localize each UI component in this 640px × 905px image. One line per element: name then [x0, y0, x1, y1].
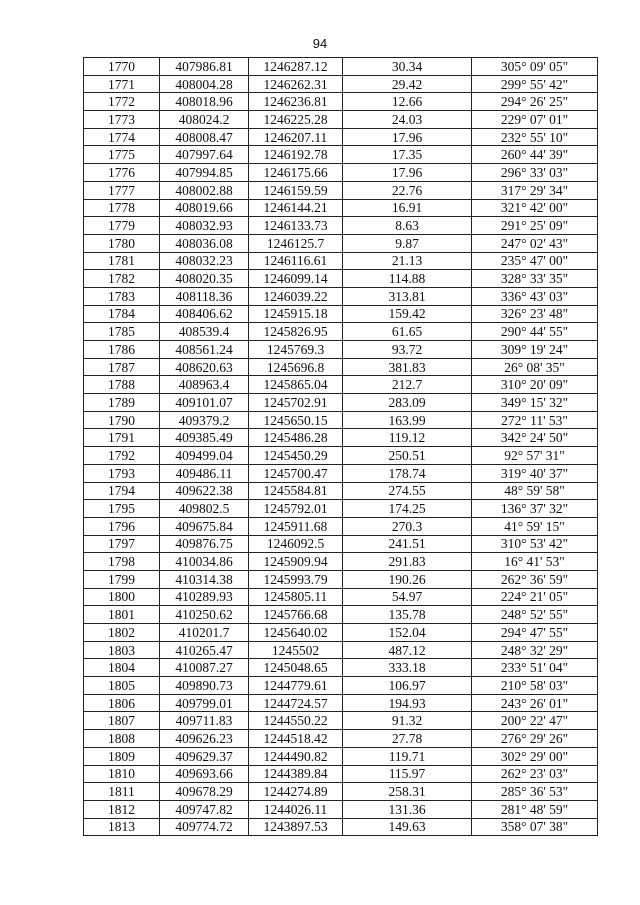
table-row [84, 270, 598, 288]
distance-cell: 333.18 [343, 659, 472, 677]
bearing-cell: 262° 23' 03" [472, 765, 598, 783]
table-row [84, 517, 598, 535]
bearing-cell: 200° 22' 47" [472, 712, 598, 730]
bearing-cell: 262° 36' 59" [472, 570, 598, 588]
distance-cell: 17.96 [343, 128, 472, 146]
y-coordinate-cell: 1244490.82 [249, 747, 343, 765]
y-coordinate-cell: 1245909.94 [249, 553, 343, 571]
table-row [84, 694, 598, 712]
point-number-cell: 1779 [84, 217, 160, 235]
distance-cell: 29.42 [343, 75, 472, 93]
distance-cell: 91.32 [343, 712, 472, 730]
x-coordinate-cell: 409890.73 [160, 677, 249, 695]
distance-cell: 27.78 [343, 730, 472, 748]
bearing-cell: 247° 02' 43" [472, 234, 598, 252]
x-coordinate-cell: 408002.88 [160, 181, 249, 199]
point-number-cell: 1797 [84, 535, 160, 553]
bearing-cell: 349° 15' 32" [472, 394, 598, 412]
table-row [84, 535, 598, 553]
x-coordinate-cell: 408004.28 [160, 75, 249, 93]
table-row [84, 252, 598, 270]
bearing-cell: 310° 53' 42" [472, 535, 598, 553]
x-coordinate-cell: 408032.23 [160, 252, 249, 270]
table-row [84, 783, 598, 801]
y-coordinate-cell: 1246099.14 [249, 270, 343, 288]
distance-cell: 93.72 [343, 341, 472, 359]
table-row [84, 464, 598, 482]
distance-cell: 17.35 [343, 146, 472, 164]
y-coordinate-cell: 1245702.91 [249, 394, 343, 412]
point-number-cell: 1792 [84, 447, 160, 465]
table-row [84, 341, 598, 359]
bearing-cell: 319° 40' 37" [472, 464, 598, 482]
x-coordinate-cell: 409385.49 [160, 429, 249, 447]
y-coordinate-cell: 1245769.3 [249, 341, 343, 359]
x-coordinate-cell: 409774.72 [160, 818, 249, 836]
x-coordinate-cell: 408024.2 [160, 111, 249, 129]
bearing-cell: 342° 24' 50" [472, 429, 598, 447]
bearing-cell: 16° 41' 53" [472, 553, 598, 571]
table-row [84, 800, 598, 818]
y-coordinate-cell: 1245993.79 [249, 570, 343, 588]
y-coordinate-cell: 1246225.28 [249, 111, 343, 129]
coordinates-table [83, 57, 598, 836]
distance-cell: 9.87 [343, 234, 472, 252]
distance-cell: 17.96 [343, 164, 472, 182]
table-row [84, 164, 598, 182]
table-row [84, 570, 598, 588]
distance-cell: 131.36 [343, 800, 472, 818]
y-coordinate-cell: 1245450.29 [249, 447, 343, 465]
x-coordinate-cell: 409101.07 [160, 394, 249, 412]
x-coordinate-cell: 409876.75 [160, 535, 249, 553]
table-row [84, 199, 598, 217]
y-coordinate-cell: 1245766.68 [249, 606, 343, 624]
y-coordinate-cell: 1244518.42 [249, 730, 343, 748]
table-row [84, 358, 598, 376]
y-coordinate-cell: 1246175.66 [249, 164, 343, 182]
distance-cell: 22.76 [343, 181, 472, 199]
bearing-cell: 224° 21' 05" [472, 588, 598, 606]
point-number-cell: 1791 [84, 429, 160, 447]
table-row [84, 287, 598, 305]
table-row [84, 747, 598, 765]
bearing-cell: 328° 33' 35" [472, 270, 598, 288]
bearing-cell: 299° 55' 42" [472, 75, 598, 93]
bearing-cell: 260° 44' 39" [472, 146, 598, 164]
table-row [84, 376, 598, 394]
bearing-cell: 305° 09' 05" [472, 58, 598, 76]
y-coordinate-cell: 1246133.73 [249, 217, 343, 235]
x-coordinate-cell: 408561.24 [160, 341, 249, 359]
distance-cell: 135.78 [343, 606, 472, 624]
table-row [84, 75, 598, 93]
table-row [84, 93, 598, 111]
table-row [84, 712, 598, 730]
y-coordinate-cell: 1244779.61 [249, 677, 343, 695]
point-number-cell: 1789 [84, 394, 160, 412]
table-row [84, 482, 598, 500]
distance-cell: 61.65 [343, 323, 472, 341]
table-row [84, 146, 598, 164]
distance-cell: 149.63 [343, 818, 472, 836]
table-row [84, 500, 598, 518]
table-row [84, 128, 598, 146]
y-coordinate-cell: 1246144.21 [249, 199, 343, 217]
point-number-cell: 1793 [84, 464, 160, 482]
point-number-cell: 1813 [84, 818, 160, 836]
distance-cell: 274.55 [343, 482, 472, 500]
point-number-cell: 1807 [84, 712, 160, 730]
distance-cell: 190.26 [343, 570, 472, 588]
y-coordinate-cell: 1245915.18 [249, 305, 343, 323]
point-number-cell: 1771 [84, 75, 160, 93]
table-row [84, 677, 598, 695]
point-number-cell: 1778 [84, 199, 160, 217]
table-row [84, 606, 598, 624]
bearing-cell: 272° 11' 53" [472, 411, 598, 429]
y-coordinate-cell: 1245700.47 [249, 464, 343, 482]
bearing-cell: 358° 07' 38" [472, 818, 598, 836]
y-coordinate-cell: 1245911.68 [249, 517, 343, 535]
bearing-cell: 26° 08' 35" [472, 358, 598, 376]
bearing-cell: 291° 25' 09" [472, 217, 598, 235]
bearing-cell: 296° 33' 03" [472, 164, 598, 182]
y-coordinate-cell: 1246287.12 [249, 58, 343, 76]
y-coordinate-cell: 1244724.57 [249, 694, 343, 712]
point-number-cell: 1777 [84, 181, 160, 199]
point-number-cell: 1773 [84, 111, 160, 129]
y-coordinate-cell: 1246262.31 [249, 75, 343, 93]
table-row [84, 323, 598, 341]
y-coordinate-cell: 1245792.01 [249, 500, 343, 518]
x-coordinate-cell: 409693.66 [160, 765, 249, 783]
point-number-cell: 1800 [84, 588, 160, 606]
x-coordinate-cell: 409379.2 [160, 411, 249, 429]
point-number-cell: 1794 [84, 482, 160, 500]
bearing-cell: 294° 26' 25" [472, 93, 598, 111]
point-number-cell: 1772 [84, 93, 160, 111]
table-row [84, 111, 598, 129]
y-coordinate-cell: 1245640.02 [249, 624, 343, 642]
table-row [84, 305, 598, 323]
point-number-cell: 1780 [84, 234, 160, 252]
table-row [84, 394, 598, 412]
distance-cell: 313.81 [343, 287, 472, 305]
y-coordinate-cell: 1243897.53 [249, 818, 343, 836]
x-coordinate-cell: 409799.01 [160, 694, 249, 712]
y-coordinate-cell: 1245696.8 [249, 358, 343, 376]
x-coordinate-cell: 410289.93 [160, 588, 249, 606]
table-row [84, 217, 598, 235]
y-coordinate-cell: 1246192.78 [249, 146, 343, 164]
bearing-cell: 136° 37' 32" [472, 500, 598, 518]
point-number-cell: 1809 [84, 747, 160, 765]
x-coordinate-cell: 408008.47 [160, 128, 249, 146]
point-number-cell: 1806 [84, 694, 160, 712]
distance-cell: 21.13 [343, 252, 472, 270]
distance-cell: 270.3 [343, 517, 472, 535]
point-number-cell: 1790 [84, 411, 160, 429]
bearing-cell: 302° 29' 00" [472, 747, 598, 765]
table-row [84, 553, 598, 571]
x-coordinate-cell: 408539.4 [160, 323, 249, 341]
table-row [84, 58, 598, 76]
x-coordinate-cell: 408406.62 [160, 305, 249, 323]
x-coordinate-cell: 409499.04 [160, 447, 249, 465]
x-coordinate-cell: 410265.47 [160, 641, 249, 659]
point-number-cell: 1774 [84, 128, 160, 146]
distance-cell: 163.99 [343, 411, 472, 429]
point-number-cell: 1802 [84, 624, 160, 642]
point-number-cell: 1803 [84, 641, 160, 659]
y-coordinate-cell: 1245486.28 [249, 429, 343, 447]
x-coordinate-cell: 408620.63 [160, 358, 249, 376]
bearing-cell: 229° 07' 01" [472, 111, 598, 129]
point-number-cell: 1804 [84, 659, 160, 677]
y-coordinate-cell: 1245048.65 [249, 659, 343, 677]
point-number-cell: 1785 [84, 323, 160, 341]
distance-cell: 152.04 [343, 624, 472, 642]
x-coordinate-cell: 408963.4 [160, 376, 249, 394]
page-number: 94 [312, 36, 328, 51]
y-coordinate-cell: 1244389.84 [249, 765, 343, 783]
x-coordinate-cell: 408118.36 [160, 287, 249, 305]
x-coordinate-cell: 410314.38 [160, 570, 249, 588]
x-coordinate-cell: 408018.96 [160, 93, 249, 111]
coordinates-table-body [84, 58, 598, 836]
table-row [84, 659, 598, 677]
distance-cell: 30.34 [343, 58, 472, 76]
distance-cell: 119.12 [343, 429, 472, 447]
distance-cell: 24.03 [343, 111, 472, 129]
y-coordinate-cell: 1244274.89 [249, 783, 343, 801]
table-row [84, 447, 598, 465]
x-coordinate-cell: 408032.93 [160, 217, 249, 235]
point-number-cell: 1796 [84, 517, 160, 535]
distance-cell: 250.51 [343, 447, 472, 465]
bearing-cell: 235° 47' 00" [472, 252, 598, 270]
bearing-cell: 290° 44' 55" [472, 323, 598, 341]
table-row [84, 429, 598, 447]
point-number-cell: 1786 [84, 341, 160, 359]
point-number-cell: 1776 [84, 164, 160, 182]
point-number-cell: 1798 [84, 553, 160, 571]
table-row [84, 411, 598, 429]
distance-cell: 487.12 [343, 641, 472, 659]
bearing-cell: 317° 29' 34" [472, 181, 598, 199]
y-coordinate-cell: 1246125.7 [249, 234, 343, 252]
x-coordinate-cell: 409629.37 [160, 747, 249, 765]
y-coordinate-cell: 1246116.61 [249, 252, 343, 270]
point-number-cell: 1782 [84, 270, 160, 288]
point-number-cell: 1787 [84, 358, 160, 376]
y-coordinate-cell: 1245650.15 [249, 411, 343, 429]
bearing-cell: 248° 52' 55" [472, 606, 598, 624]
point-number-cell: 1775 [84, 146, 160, 164]
distance-cell: 8.63 [343, 217, 472, 235]
x-coordinate-cell: 409626.23 [160, 730, 249, 748]
point-number-cell: 1783 [84, 287, 160, 305]
table-row [84, 730, 598, 748]
x-coordinate-cell: 407986.81 [160, 58, 249, 76]
table-row [84, 765, 598, 783]
point-number-cell: 1801 [84, 606, 160, 624]
y-coordinate-cell: 1245805.11 [249, 588, 343, 606]
x-coordinate-cell: 409802.5 [160, 500, 249, 518]
distance-cell: 159.42 [343, 305, 472, 323]
y-coordinate-cell: 1245865.04 [249, 376, 343, 394]
x-coordinate-cell: 409486.11 [160, 464, 249, 482]
y-coordinate-cell: 1246159.59 [249, 181, 343, 199]
table-row [84, 588, 598, 606]
bearing-cell: 92° 57' 31" [472, 447, 598, 465]
distance-cell: 178.74 [343, 464, 472, 482]
point-number-cell: 1810 [84, 765, 160, 783]
point-number-cell: 1812 [84, 800, 160, 818]
x-coordinate-cell: 409622.38 [160, 482, 249, 500]
x-coordinate-cell: 408036.08 [160, 234, 249, 252]
x-coordinate-cell: 409675.84 [160, 517, 249, 535]
y-coordinate-cell: 1245502 [249, 641, 343, 659]
point-number-cell: 1808 [84, 730, 160, 748]
distance-cell: 115.97 [343, 765, 472, 783]
point-number-cell: 1805 [84, 677, 160, 695]
point-number-cell: 1770 [84, 58, 160, 76]
distance-cell: 106.97 [343, 677, 472, 695]
y-coordinate-cell: 1244026.11 [249, 800, 343, 818]
distance-cell: 212.7 [343, 376, 472, 394]
distance-cell: 283.09 [343, 394, 472, 412]
distance-cell: 241.51 [343, 535, 472, 553]
x-coordinate-cell: 409711.83 [160, 712, 249, 730]
y-coordinate-cell: 1246236.81 [249, 93, 343, 111]
bearing-cell: 310° 20' 09" [472, 376, 598, 394]
distance-cell: 54.97 [343, 588, 472, 606]
y-coordinate-cell: 1246092.5 [249, 535, 343, 553]
distance-cell: 119.71 [343, 747, 472, 765]
distance-cell: 291.83 [343, 553, 472, 571]
x-coordinate-cell: 407994.85 [160, 164, 249, 182]
x-coordinate-cell: 408020.35 [160, 270, 249, 288]
table-row [84, 818, 598, 836]
bearing-cell: 232° 55' 10" [472, 128, 598, 146]
table-row [84, 624, 598, 642]
x-coordinate-cell: 410250.62 [160, 606, 249, 624]
distance-cell: 12.66 [343, 93, 472, 111]
distance-cell: 16.91 [343, 199, 472, 217]
bearing-cell: 210° 58' 03" [472, 677, 598, 695]
y-coordinate-cell: 1246207.11 [249, 128, 343, 146]
bearing-cell: 281° 48' 59" [472, 800, 598, 818]
point-number-cell: 1781 [84, 252, 160, 270]
bearing-cell: 321° 42' 00" [472, 199, 598, 217]
x-coordinate-cell: 410034.86 [160, 553, 249, 571]
bearing-cell: 48° 59' 58" [472, 482, 598, 500]
x-coordinate-cell: 410087.27 [160, 659, 249, 677]
distance-cell: 258.31 [343, 783, 472, 801]
bearing-cell: 41° 59' 15" [472, 517, 598, 535]
bearing-cell: 336° 43' 03" [472, 287, 598, 305]
y-coordinate-cell: 1244550.22 [249, 712, 343, 730]
point-number-cell: 1788 [84, 376, 160, 394]
bearing-cell: 248° 32' 29" [472, 641, 598, 659]
bearing-cell: 243° 26' 01" [472, 694, 598, 712]
x-coordinate-cell: 408019.66 [160, 199, 249, 217]
point-number-cell: 1799 [84, 570, 160, 588]
bearing-cell: 285° 36' 53" [472, 783, 598, 801]
distance-cell: 114.88 [343, 270, 472, 288]
y-coordinate-cell: 1245584.81 [249, 482, 343, 500]
x-coordinate-cell: 409747.82 [160, 800, 249, 818]
bearing-cell: 309° 19' 24" [472, 341, 598, 359]
x-coordinate-cell: 409678.29 [160, 783, 249, 801]
point-number-cell: 1811 [84, 783, 160, 801]
bearing-cell: 276° 29' 26" [472, 730, 598, 748]
bearing-cell: 326° 23' 48" [472, 305, 598, 323]
point-number-cell: 1795 [84, 500, 160, 518]
x-coordinate-cell: 410201.7 [160, 624, 249, 642]
y-coordinate-cell: 1245826.95 [249, 323, 343, 341]
point-number-cell: 1784 [84, 305, 160, 323]
distance-cell: 194.93 [343, 694, 472, 712]
bearing-cell: 233° 51' 04" [472, 659, 598, 677]
x-coordinate-cell: 407997.64 [160, 146, 249, 164]
bearing-cell: 294° 47' 55" [472, 624, 598, 642]
y-coordinate-cell: 1246039.22 [249, 287, 343, 305]
distance-cell: 381.83 [343, 358, 472, 376]
table-row [84, 234, 598, 252]
table-row [84, 641, 598, 659]
table-row [84, 181, 598, 199]
distance-cell: 174.25 [343, 500, 472, 518]
